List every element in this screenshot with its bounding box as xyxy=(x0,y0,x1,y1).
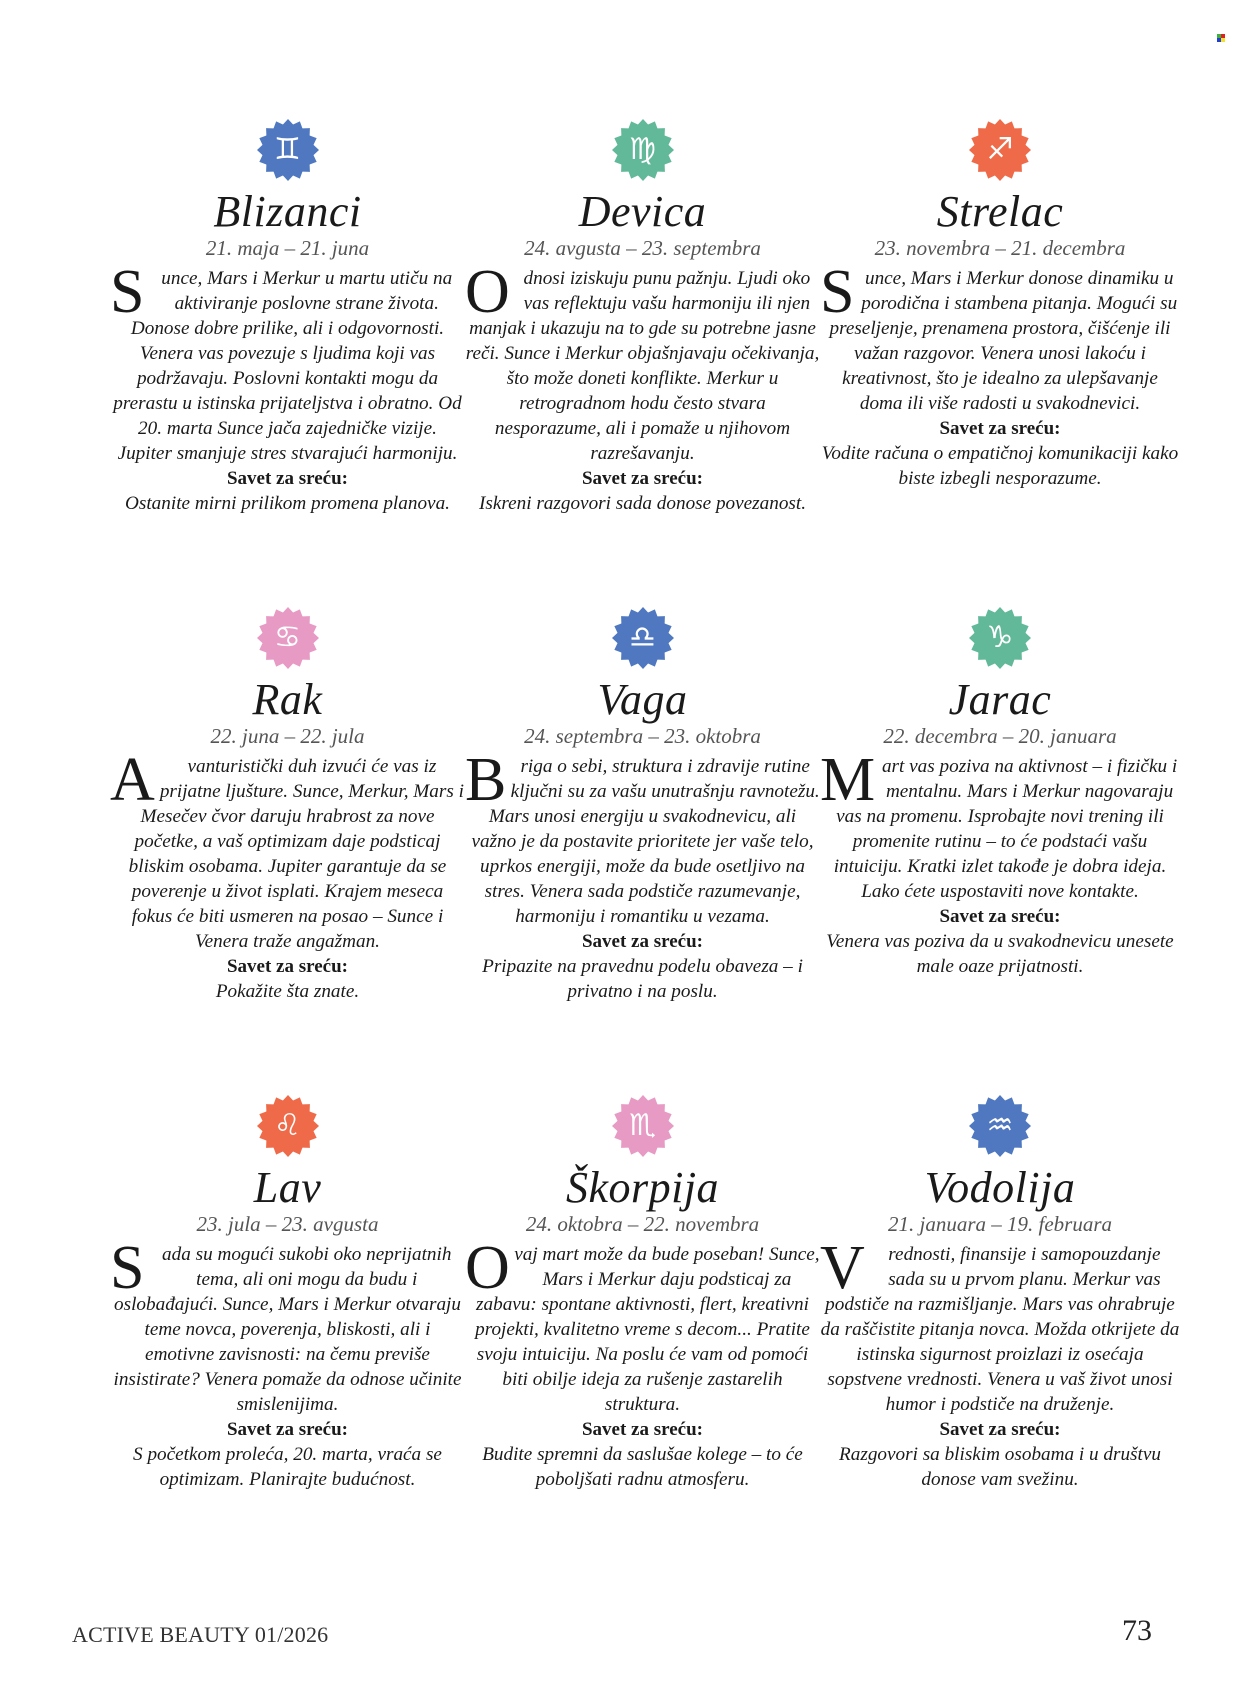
advice-label: Savet za sreću: xyxy=(939,1419,1061,1440)
advice-label: Savet za sreću: xyxy=(226,1419,348,1440)
advice-label: Savet za sreću: xyxy=(226,956,348,977)
publication-name: ACTIVE BEAUTY 01/2026 xyxy=(72,1622,329,1647)
gemini-icon xyxy=(256,118,320,182)
sign-forecast xyxy=(110,746,465,954)
page-number: 73 xyxy=(1122,1614,1152,1647)
sign-dates: 23. novembra – 21. decembra xyxy=(874,236,1126,260)
sagittarius-icon xyxy=(968,118,1032,182)
drop-cap: O xyxy=(465,258,510,326)
sign-forecast xyxy=(465,746,820,929)
leo-icon xyxy=(256,1094,320,1158)
advice-text: S početkom proleća, 20. marta, vraća se optimizam. Planirajte budućnost. xyxy=(133,1444,442,1490)
drop-cap: S xyxy=(110,1234,145,1302)
advice-label: Savet za sreću: xyxy=(581,1419,703,1440)
advice-label: Savet za sreću: xyxy=(581,468,703,489)
drop-cap: S xyxy=(820,258,855,326)
capricorn-icon xyxy=(968,606,1032,670)
drop-cap: V xyxy=(820,1234,865,1302)
advice-label: Savet za sreću: xyxy=(581,931,703,952)
horoscope-sign-blizanci xyxy=(110,118,465,606)
sign-dates: 24. septembra – 23. oktobra xyxy=(524,724,761,748)
advice-text: Razgovori sa bliskim osobama i u društvu donose vam svežinu. xyxy=(839,1444,1161,1490)
advice-text: Vodite računa o empatičnoj komunikaciji kako biste izbegli nesporazume. xyxy=(821,443,1179,489)
sign-dates: 24. avgusta – 23. septembra xyxy=(524,236,761,260)
sign-forecast xyxy=(110,258,465,466)
horoscope-sign-vodolija xyxy=(820,1094,1180,1582)
sign-name: Vaga xyxy=(597,675,688,724)
scorpio-icon xyxy=(611,1094,675,1158)
sign-dates: 23. jula – 23. avgusta xyxy=(196,1212,379,1236)
advice-text: Pripazite na pravednu podelu obaveza – i privatno i na poslu. xyxy=(482,956,803,1002)
sign-forecast xyxy=(110,1234,465,1417)
sign-name: Škorpija xyxy=(565,1163,720,1212)
forecast-text: vanturistički duh izvući će vas iz prijatne ljušture. Sunce, Merkur, Mars i Mesečev čvor daruju hrabrost za nove početke, a vaš optimizam daje podsticaj bliskim osobama. Jupiter garantuje da se poverenje u život isplati. Krajem meseca fokus će biti usmeren na posao – Sunce i Venera traže angažman. xyxy=(128,756,464,952)
horoscope-grid xyxy=(110,118,1180,1582)
horoscope-sign-strelac xyxy=(820,118,1180,606)
color-registration-mark xyxy=(1217,34,1225,42)
sign-name: Devica xyxy=(578,187,707,236)
advice-text: Iskreni razgovori sada donose povezanost. xyxy=(478,493,807,514)
sign-dates: 22. juna – 22. jula xyxy=(210,724,365,748)
advice-text: Venera vas poziva da u svakodnevicu unesete male oaze prijatnosti. xyxy=(826,931,1174,977)
advice-label: Savet za sreću: xyxy=(226,468,348,489)
forecast-text: ada su mogući sukobi oko neprijatnih tema, ali oni mogu da budu i oslobađajući. Sunce, Mars i Merkur otvaraju teme novca, poverenja, bliskosti, ali i emotivne zavisnosti: na čemu previše insistirate? Venera pomaže da odnose učinite smislenijima. xyxy=(113,1244,462,1415)
sign-name: Jarac xyxy=(948,675,1052,724)
sign-forecast xyxy=(820,746,1180,904)
mark-yellow xyxy=(1221,38,1225,42)
advice-label: Savet za sreću: xyxy=(939,418,1061,439)
forecast-text: dnosi iziskuju punu pažnju. Ljudi oko vas reflektuju vašu harmoniju ili njen manjak i ukazuju na to gde su potrebne jasne reči. Sunce i Merkur objašnjavaju očekivanja, što može doneti konflikte. Merkur u retrogradnom hodu često stvara nesporazume, ali i pomaže u njihovom razrešavanju. xyxy=(465,268,820,464)
drop-cap: M xyxy=(820,746,876,814)
horoscope-sign-lav xyxy=(110,1094,465,1582)
sign-dates: 21. januara – 19. februara xyxy=(887,1212,1112,1236)
horoscope-sign-devica xyxy=(465,118,820,606)
horoscope-sign-jarac xyxy=(820,606,1180,1094)
sign-forecast xyxy=(820,258,1180,416)
sign-name: Lav xyxy=(253,1163,322,1212)
sign-name: Vodolija xyxy=(924,1163,1076,1212)
forecast-text: riga o sebi, struktura i zdravije rutine ključni su za vašu unutrašnju ravnotežu. Mars unosi energiju u svakodnevicu, ali važno je da postavite prioritete jer vaše telo, uprkos energiji, može da bude osetljivo na stres. Venera sada podstiče razumevanje, harmoniju i romantiku u vezama. xyxy=(471,756,820,927)
sign-name: Blizanci xyxy=(213,187,362,236)
advice-text: Ostanite mirni prilikom promena planova. xyxy=(125,493,450,514)
sign-name: Strelac xyxy=(936,187,1064,236)
drop-cap: S xyxy=(110,258,145,326)
advice-text: Budite spremni da saslušae kolege – to će poboljšati radnu atmosferu. xyxy=(482,1444,803,1490)
sign-dates: 21. maja – 21. juna xyxy=(205,236,370,260)
forecast-text: rednosti, finansije i samopouzdanje sada su u prvom planu. Merkur vas podstiče na razmišljanje. Mars vas ohrabruje da raščistite pitanja novca. Možda otkrijete da istinska sigurnost proizlazi iz osećaja sopstvene vrednosti. Venera u vaš život unosi humor i podstiče na druženje. xyxy=(820,1244,1180,1415)
forecast-text: unce, Mars i Merkur donose dinamiku u porodična i stambena pitanja. Mogući su preseljenje, prenamena prostora, čišćenje ili važan razgovor. Venera unosi lakoću i kreativnost, što je idealno za ulepšavanje doma ili više radosti u svakodnevici. xyxy=(829,268,1178,414)
drop-cap: B xyxy=(465,746,507,814)
sign-forecast xyxy=(465,258,820,466)
sign-forecast xyxy=(820,1234,1180,1417)
sign-dates: 24. oktobra – 22. novembra xyxy=(525,1212,760,1236)
drop-cap: O xyxy=(465,1234,510,1302)
advice-label: Savet za sreću: xyxy=(939,906,1061,927)
horoscope-sign-škorpija xyxy=(465,1094,820,1582)
virgo-icon xyxy=(611,118,675,182)
sign-name: Rak xyxy=(252,675,323,724)
horoscope-sign-rak xyxy=(110,606,465,1094)
cancer-icon xyxy=(256,606,320,670)
sign-dates: 22. decembra – 20. januara xyxy=(883,724,1117,748)
libra-icon xyxy=(611,606,675,670)
forecast-text: art vas poziva na aktivnost – i fizičku i mentalnu. Mars i Merkur nagovaraju vas na promenu. Isprobajte novi trening ili promenite rutinu – to će podstaći vašu intuiciju. Kratki izlet takođe je dobra ideja. Lako ćete uspostaviti nove kontakte. xyxy=(833,756,1178,902)
aquarius-icon xyxy=(968,1094,1032,1158)
horoscope-sign-vaga xyxy=(465,606,820,1094)
forecast-text: vaj mart može da bude poseban! Sunce, Mars i Merkur daju podsticaj za zabavu: spontane aktivnosti, flert, kreativni projekti, kvalitetno vreme s decom... Pratite svoju intuiciju. Na poslu će vam od pomoći biti obilje ideja za rušenje zastarelih struktura. xyxy=(475,1244,820,1415)
sign-forecast xyxy=(465,1234,820,1417)
forecast-text: unce, Mars i Merkur u martu utiču na aktiviranje poslovne strane života. Donose dobre prilike, ali i odgovornosti. Venera vas povezuje s ljudima koji vas podržavaju. Poslovni kontakti mogu da prerastu u istinska prijateljstva i obratno. Od 20. marta Sunce jača zajedničke vizije. Jupiter smanjuje stres stvarajući harmoniju. xyxy=(113,268,462,464)
drop-cap: A xyxy=(110,746,155,814)
advice-text: Pokažite šta znate. xyxy=(215,981,360,1002)
